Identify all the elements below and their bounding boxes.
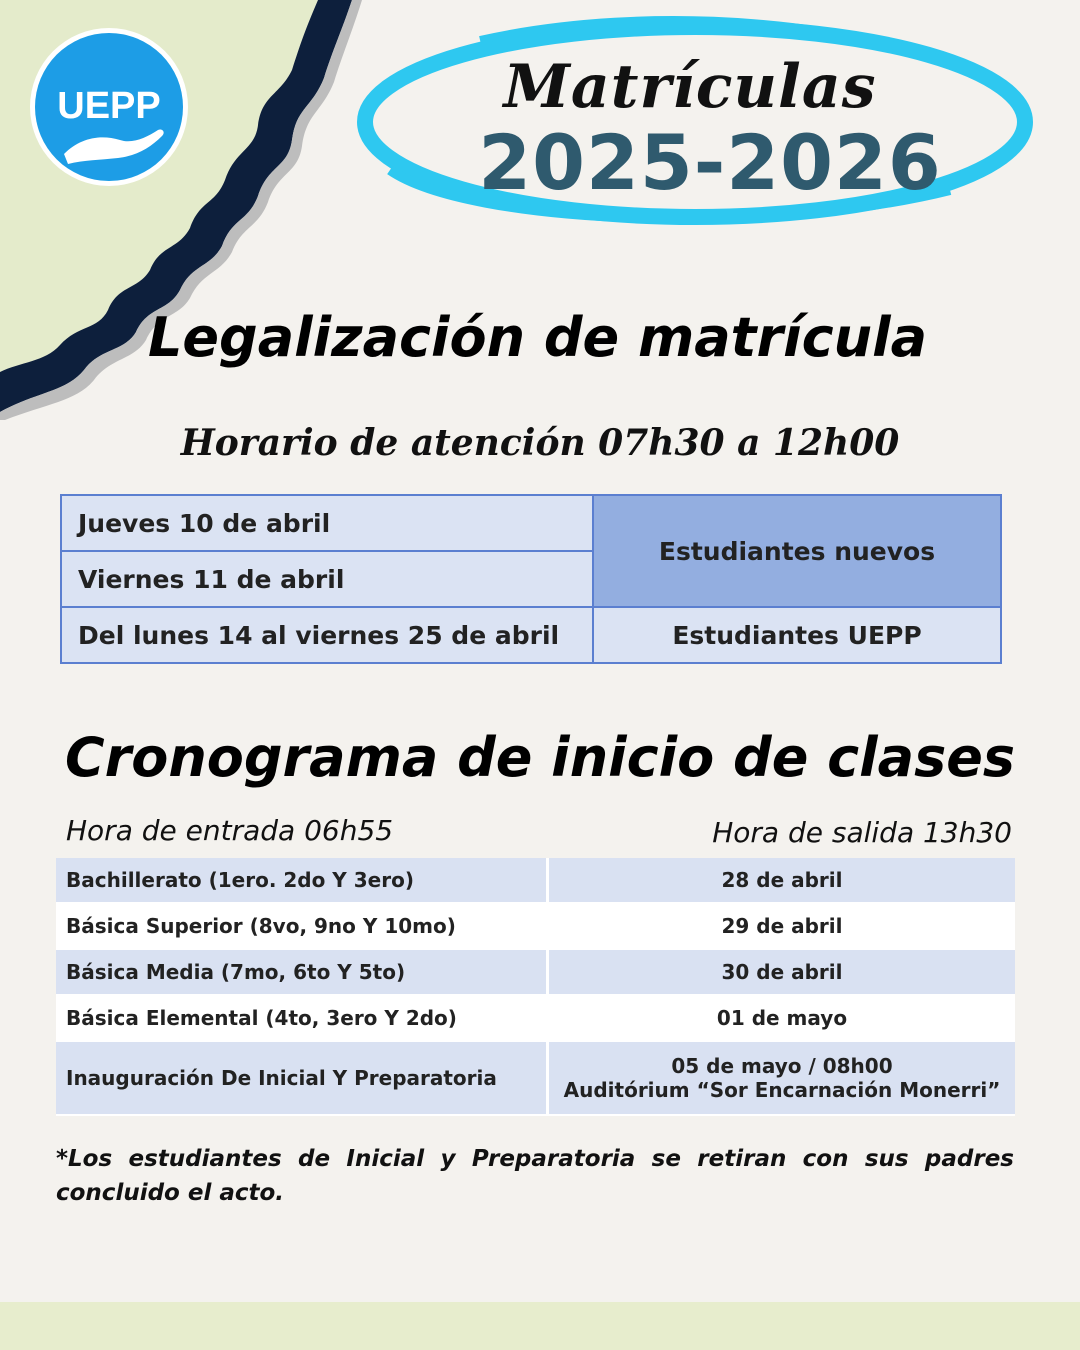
table-row	[56, 949, 1015, 995]
table-cell-date: 28 de abril	[548, 858, 1016, 903]
heading-legalizacion: Legalización de matrícula	[148, 306, 928, 369]
table-cell-date: 01 de mayo	[548, 995, 1016, 1041]
table-row	[61, 607, 1001, 663]
table-cell-who: Estudiantes UEPP	[593, 607, 1001, 663]
heading-cronograma: Cronograma de inicio de clases	[64, 726, 1016, 789]
hora-salida: Hora de salida 13h30	[712, 816, 1012, 849]
table-row	[56, 903, 1015, 949]
title-year: 2025-2026	[478, 118, 942, 207]
table-cell-date: 29 de abril	[548, 903, 1016, 949]
table-row	[56, 858, 1015, 903]
table-cell-level: Básica Superior (8vo, 9no Y 10mo)	[56, 903, 548, 949]
table-cell-level: Básica Media (7mo, 6to Y 5to)	[56, 949, 548, 995]
table-cell-date: Jueves 10 de abril	[61, 495, 593, 551]
table-cell-date: Del lunes 14 al viernes 25 de abril	[61, 607, 593, 663]
table-cell-date: Viernes 11 de abril	[61, 551, 593, 607]
bottom-strip	[0, 1302, 1080, 1350]
cronograma-table	[56, 858, 1015, 1116]
table-cell-level: Básica Elemental (4to, 3ero Y 2do)	[56, 995, 548, 1041]
title-matriculas: Matrículas	[503, 52, 877, 122]
uepp-logo	[28, 26, 190, 188]
table-row	[61, 495, 1001, 551]
table-row	[56, 1041, 1015, 1115]
date-line: 05 de mayo / 08h00	[671, 1054, 893, 1078]
table-cell-date	[548, 1041, 1016, 1115]
venue-line: Auditórium “Sor Encarnación Monerri”	[563, 1078, 1001, 1102]
logo-text: UEPP	[57, 85, 161, 127]
horario-atencion: Horario de atención 07h30 a 12h00	[180, 422, 900, 464]
table-cell-level: Inauguración De Inicial Y Preparatoria	[56, 1041, 548, 1115]
legalizacion-table	[60, 494, 1002, 664]
table-cell-date: 30 de abril	[548, 949, 1016, 995]
table-cell-level: Bachillerato (1ero. 2do Y 3ero)	[56, 858, 548, 903]
table-row	[56, 995, 1015, 1041]
hora-entrada: Hora de entrada 06h55	[66, 814, 394, 847]
footnote: *Los estudiantes de Inicial y Preparatoria se retiran con sus padres concluido el acto.	[56, 1146, 1014, 1206]
table-cell-who: Estudiantes nuevos	[593, 495, 1001, 607]
